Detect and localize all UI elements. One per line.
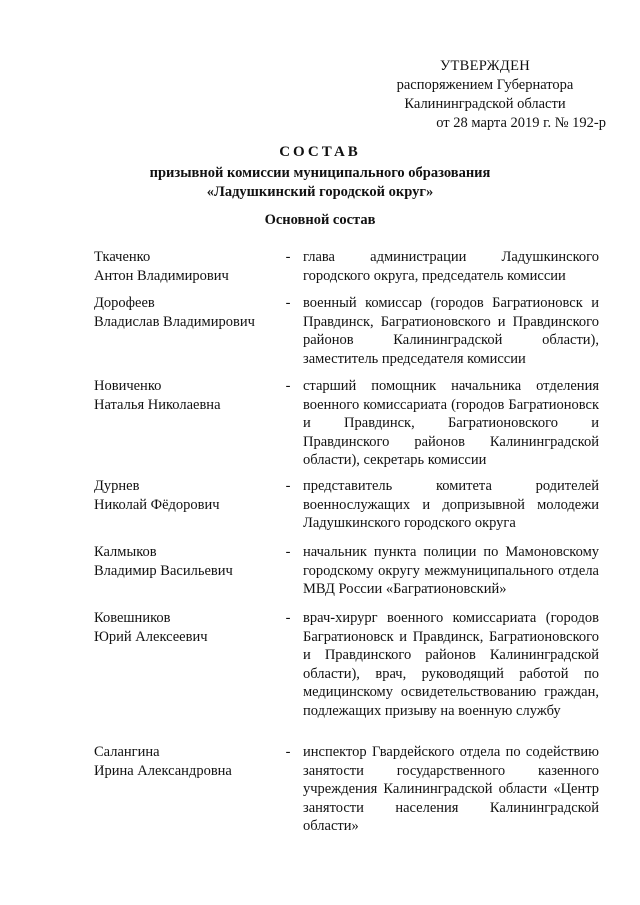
dash-separator: - xyxy=(285,744,291,760)
approval-date: от 28 марта 2019 г. № 192-р xyxy=(436,115,606,131)
member-name xyxy=(94,477,274,514)
member-surname: Калмыков xyxy=(94,544,157,560)
member-given-names: Антон Владимирович xyxy=(94,267,229,284)
dash-separator: - xyxy=(285,610,291,626)
member-surname: Дурнев xyxy=(94,478,140,494)
heading-line-1: призывной комиссии муниципального образования xyxy=(149,165,491,181)
dash-separator: - xyxy=(285,378,291,394)
heading-line-2: «Ладушкинский городской округ» xyxy=(206,184,434,200)
member-given-names: Юрий Алексеевич xyxy=(94,628,208,645)
member-given-names: Ирина Александровна xyxy=(94,762,232,779)
member-name xyxy=(94,377,274,414)
dash-separator: - xyxy=(285,295,291,311)
member-role: глава администрации Ладушкинского городского округа, председатель комиссии xyxy=(303,249,599,284)
approval-title: УТВЕРЖДЕН xyxy=(439,58,531,74)
member-surname: Дорофеев xyxy=(94,295,155,311)
member-surname: Салангина xyxy=(94,744,160,760)
member-role: старший помощник начальника отделения военного комиссариата (городов Багратионовск и Правдинск, Багратионовского и Правдинского районов Калининградской области), секретарь комиссии xyxy=(303,378,599,468)
member-surname: Ткаченко xyxy=(94,249,151,265)
member-role: начальник пункта полиции по Мамоновскому городскому округу межмуниципального отдела МВД России «Багратионовский» xyxy=(303,544,599,597)
member-surname: Новиченко xyxy=(94,378,162,394)
member-name xyxy=(94,743,274,780)
member-given-names: Владислав Владимирович xyxy=(94,313,255,330)
document-heading xyxy=(0,143,640,202)
member-given-names: Наталья Николаевна xyxy=(94,396,221,413)
member-surname: Ковешников xyxy=(94,610,171,626)
dash-separator: - xyxy=(285,478,291,494)
member-name xyxy=(94,543,274,580)
member-name xyxy=(94,609,274,646)
member-role: представитель комитета родителей военнослужащих и допризывной молодежи Ладушкинского городского округа xyxy=(303,478,599,531)
member-role: врач-хирург военного комиссариата (городов Багратионовск и Правдинск, Багратионовского и Правдинского районов Калининградской области), врач, руководящий работой по медицинскому освидетельствованию граждан, подлежащих призыву на военную службу xyxy=(303,610,599,719)
member-name xyxy=(94,248,274,285)
dash-separator: - xyxy=(285,249,291,265)
member-role: инспектор Гвардейского отдела по содействию занятости государственного казенного учреждения Калининградской области «Центр занятости населения Калининградской области» xyxy=(303,744,599,834)
approval-block xyxy=(360,57,610,133)
approval-line-2: Калининградской области xyxy=(404,96,566,112)
member-given-names: Николай Фёдорович xyxy=(94,496,220,513)
document-title: СОСТАВ xyxy=(279,144,361,160)
dash-separator: - xyxy=(285,544,291,560)
member-given-names: Владимир Васильевич xyxy=(94,562,233,579)
section-title: Основной состав xyxy=(264,212,376,228)
approval-line-1: распоряжением Губернатора xyxy=(396,77,574,93)
member-role: военный комиссар (городов Багратионовск и Правдинск, Багратионовского и Правдинского районов Калининградской области), заместитель председателя комиссии xyxy=(303,295,599,367)
member-name xyxy=(94,294,274,331)
